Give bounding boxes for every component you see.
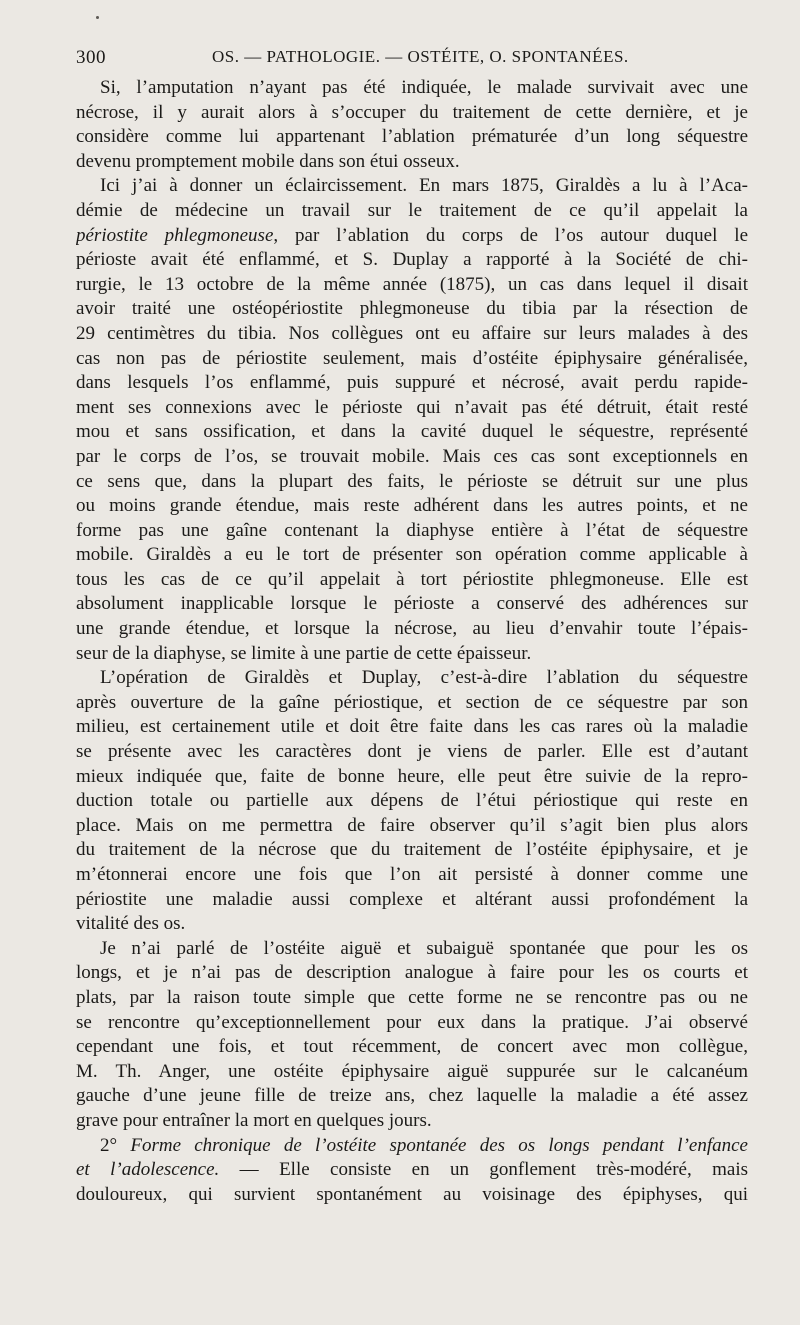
text-line xyxy=(76,691,748,716)
line-text: gauche d’une jeune fille de treize ans, chez laquelle la maladie a été assez xyxy=(76,1085,748,1107)
line-text: périoste avait été enflammé, et S. Duplay a rapporté à la Société de chi- xyxy=(76,249,748,271)
line-text: périostite une maladie aussi complexe et altérant aussi profondément la xyxy=(76,888,748,910)
text-line xyxy=(76,568,748,593)
text-line xyxy=(76,224,748,249)
text-line xyxy=(76,273,748,298)
text-line xyxy=(76,420,748,445)
text-line xyxy=(76,199,748,224)
line-text: Je n’ai parlé de l’ostéite aiguë et subaiguë spontanée que pour les os xyxy=(100,937,748,959)
line-text: dans lesquels l’os enflammé, puis suppuré et nécrosé, avait perdu rapide- xyxy=(76,372,748,394)
line-text: se rencontre qu’exceptionnellement pour eux dans la pratique. J’ai observé xyxy=(76,1011,748,1033)
line-text: ment ses connexions avec le périoste qui n’avait pas été détruit, était resté xyxy=(76,396,748,418)
line-text: cependant une fois, et tout récemment, de concert avec mon collègue, xyxy=(76,1036,748,1058)
line-text: Ici j’ai à donner un éclaircissement. En mars 1875, Giraldès a lu à l’Aca- xyxy=(100,175,748,197)
text-line xyxy=(76,174,748,199)
text-line xyxy=(76,838,748,863)
text-line xyxy=(76,1060,748,1085)
line-text: douloureux, qui survient spontanément au voisinage des épiphyses, qui xyxy=(76,1183,748,1205)
italic-phrase: et l’adolescence. xyxy=(76,1159,220,1181)
text-line xyxy=(76,494,748,519)
text-line xyxy=(76,470,748,495)
line-text: avoir traité une ostéopériostite phlegmoneuse du tibia par la résection de xyxy=(76,298,748,320)
line-text: duction totale ou partielle aux dépens de l’étui périostique qui reste en xyxy=(76,790,748,812)
line-text: — Elle consiste en un gonflement très-modéré, mais xyxy=(219,1159,748,1181)
line-text: rurgie, le 13 octobre de la même année (1875), un cas dans lequel il disait xyxy=(76,273,748,295)
line-text: démie de médecine un travail sur le traitement de ce qu’il appelait la xyxy=(76,199,748,221)
text-line xyxy=(76,863,748,888)
text-line xyxy=(76,912,748,937)
italic-phrase: Forme chronique de l’ostéite spontanée des os longs pendant l’enfance xyxy=(130,1134,748,1156)
text-line xyxy=(76,715,748,740)
text-line xyxy=(76,1084,748,1109)
line-text: milieu, est certainement utile et doit être faite dans les cas rares où la maladie xyxy=(76,716,748,738)
text-line xyxy=(76,101,748,126)
line-text: vitalité des os. xyxy=(76,913,186,935)
line-text: par le corps de l’os, se trouvait mobile. Mais ces cas sont exceptionnels en xyxy=(76,445,748,467)
text-line xyxy=(76,322,748,347)
text-line xyxy=(76,347,748,372)
text-line xyxy=(76,543,748,568)
text-line xyxy=(76,396,748,421)
text-line xyxy=(76,617,748,642)
text-line xyxy=(76,986,748,1011)
text-line xyxy=(76,814,748,839)
line-text: ou moins grande étendue, mais reste adhérent dans les autres points, et ne xyxy=(76,495,748,517)
line-text: M. Th. Anger, une ostéite épiphysaire aiguë suppurée sur le calcanéum xyxy=(76,1060,748,1082)
text-line xyxy=(76,150,748,175)
text-line xyxy=(76,297,748,322)
line-text: cas non pas de périostite seulement, mais d’ostéite épiphysaire généralisée, xyxy=(76,347,748,369)
line-text: plats, par la raison toute simple que cette forme ne se rencontre pas ou ne xyxy=(76,986,748,1008)
line-text: 29 centimètres du tibia. Nos collègues ont eu affaire sur leurs malades à des xyxy=(76,322,748,344)
line-text: devenu promptement mobile dans son étui osseux. xyxy=(76,150,460,172)
line-text: absolument inapplicable lorsque le périoste a conservé des adhérences sur xyxy=(76,593,748,615)
text-line xyxy=(76,937,748,962)
line-text: mobile. Giraldès a eu le tort de présenter son opération comme applicable à xyxy=(76,544,748,566)
text-line xyxy=(76,961,748,986)
text-line xyxy=(76,642,748,667)
line-text: une grande étendue, et lorsque la nécrose, au lieu d’envahir toute l’épais- xyxy=(76,618,748,640)
line-text: tous les cas de ce qu’il appelait à tort périostite phlegmoneuse. Elle est xyxy=(76,568,748,590)
text-line xyxy=(76,76,748,101)
line-text: place. Mais on me permettra de faire observer qu’il s’agit bien plus alors xyxy=(76,814,748,836)
line-text: L’opération de Giraldès et Duplay, c’est-à-dire l’ablation du séquestre xyxy=(100,667,748,689)
running-title: OS. — PATHOLOGIE. — OSTÉITE, O. SPONTANÉES. xyxy=(212,47,629,66)
text-line xyxy=(76,765,748,790)
text-line xyxy=(76,666,748,691)
text-line xyxy=(76,1158,748,1183)
body-text xyxy=(76,76,748,1256)
text-line xyxy=(76,248,748,273)
line-text: après ouverture de la gaîne périostique, et section de ce séquestre par son xyxy=(76,691,748,713)
line-text: mou et sans ossification, et dans la cavité duquel le séquestre, représenté xyxy=(76,421,748,443)
text-line xyxy=(76,789,748,814)
line-text: du traitement de la nécrose que du traitement de l’ostéite épiphysaire, et je xyxy=(76,839,748,861)
text-line xyxy=(76,1035,748,1060)
line-text: mieux indiquée que, faite de bonne heure, elle peut être suivie de la repro- xyxy=(76,765,748,787)
text-line xyxy=(76,1134,748,1159)
line-text: forme pas une gaîne contenant la diaphyse entière à l’état de séquestre xyxy=(76,519,748,541)
text-line xyxy=(76,445,748,470)
text-line xyxy=(76,371,748,396)
line-text: ce sens que, dans la plupart des faits, le périoste se détruit sur une plus xyxy=(76,470,748,492)
text-line xyxy=(76,519,748,544)
text-line xyxy=(76,125,748,150)
ink-speck xyxy=(96,16,99,19)
line-text: grave pour entraîner la mort en quelques jours. xyxy=(76,1109,432,1131)
line-lead: 2° xyxy=(100,1134,131,1156)
text-line xyxy=(76,1011,748,1036)
text-line xyxy=(76,740,748,765)
page-number: 300 xyxy=(76,47,106,68)
line-text: nécrose, il y aurait alors à s’occuper du traitement de cette dernière, et je xyxy=(76,101,748,123)
line-text: m’étonnerai encore une fois que l’on ait persisté à donner comme une xyxy=(76,864,748,885)
line-text: Si, l’amputation n’ayant pas été indiquée, le malade survivait avec une xyxy=(100,77,748,98)
text-line xyxy=(76,888,748,913)
line-text: longs, et je n’ai pas de description analogue à faire pour les os courts et xyxy=(76,962,748,984)
line-text: considère comme lui appartenant l’ablation prématurée d’un long séquestre xyxy=(76,126,748,148)
running-header xyxy=(72,44,750,72)
line-text: seur de la diaphyse, se limite à une partie de cette épaisseur. xyxy=(76,642,532,664)
italic-phrase: périostite phlegmoneuse xyxy=(76,224,274,246)
line-text: se présente avec les caractères dont je viens de parler. Elle est d’autant xyxy=(76,741,748,763)
text-line xyxy=(76,1183,748,1208)
line-text: , par l’ablation du corps de l’os autour duquel le xyxy=(273,224,748,246)
text-line xyxy=(76,592,748,617)
text-line xyxy=(76,1109,748,1134)
